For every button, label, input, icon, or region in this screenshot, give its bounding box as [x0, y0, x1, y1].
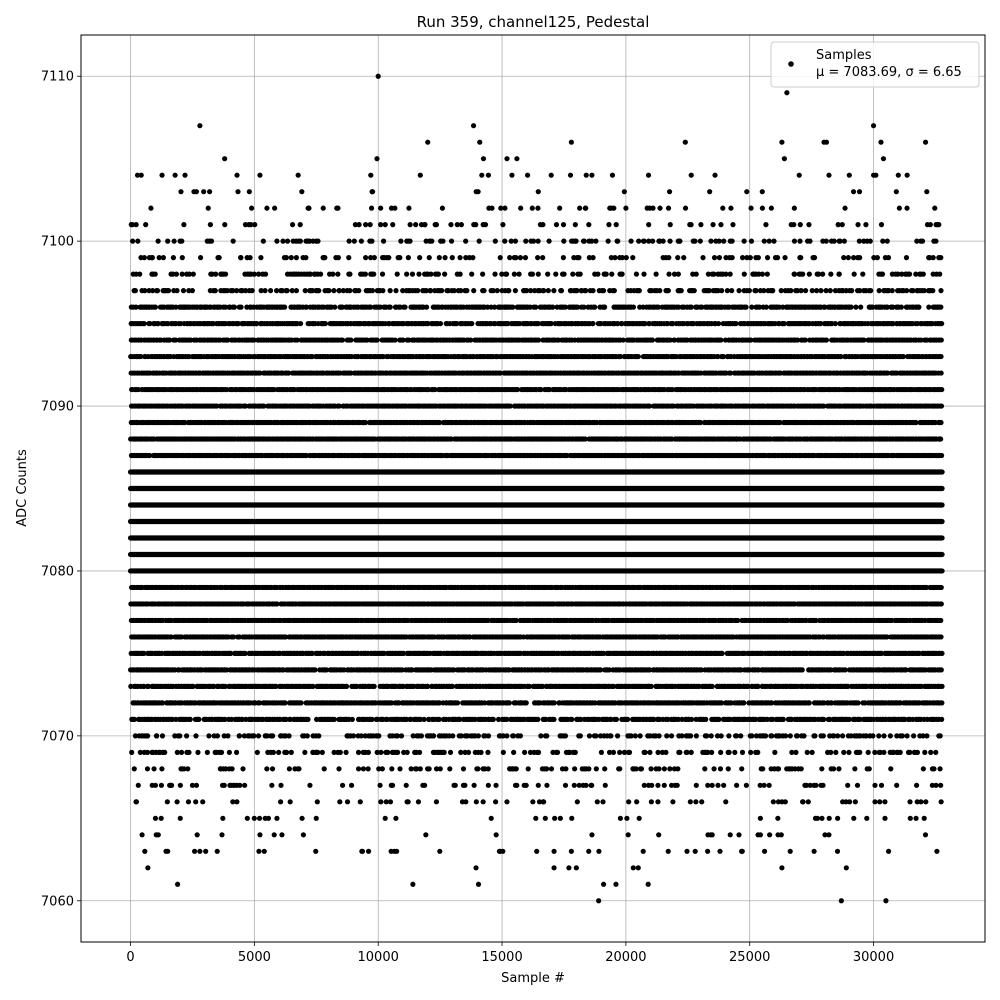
- sample-point: [938, 420, 943, 425]
- sample-point: [510, 305, 515, 310]
- sample-point: [938, 354, 943, 359]
- sample-point: [764, 305, 769, 310]
- sample-point: [848, 305, 853, 310]
- sample-point: [424, 305, 429, 310]
- sample-point: [238, 305, 243, 310]
- sample-point: [824, 337, 829, 342]
- sample-point: [402, 305, 407, 310]
- sample-point: [142, 321, 147, 326]
- sample-point: [939, 321, 944, 326]
- sample-point: [375, 337, 380, 342]
- sample-point: [858, 305, 863, 310]
- sample-point: [939, 337, 944, 342]
- sample-point: [323, 321, 328, 326]
- sample-point: [153, 305, 158, 310]
- sample-point: [916, 305, 921, 310]
- sample-point: [733, 321, 738, 326]
- sample-point: [716, 321, 721, 326]
- sample-point: [718, 337, 723, 342]
- sample-point: [282, 305, 287, 310]
- sample-point: [340, 337, 345, 342]
- sample-point: [348, 337, 353, 342]
- sample-point: [393, 337, 398, 342]
- sample-point: [833, 321, 838, 326]
- sample-point: [298, 321, 303, 326]
- sample-point: [938, 436, 943, 441]
- sample-point: [939, 403, 944, 408]
- data-points: [128, 74, 945, 904]
- sample-point: [438, 321, 443, 326]
- sample-point: [469, 321, 474, 326]
- sample-point: [602, 305, 607, 310]
- sample-point: [590, 321, 595, 326]
- sample-point: [650, 337, 655, 342]
- sample-point: [939, 370, 944, 375]
- sample-point: [232, 305, 237, 310]
- sample-point: [631, 305, 636, 310]
- sample-point: [388, 305, 393, 310]
- sample-point: [533, 305, 538, 310]
- sample-point: [938, 305, 943, 310]
- sample-point: [899, 305, 904, 310]
- sample-point: [332, 305, 337, 310]
- sample-point: [743, 305, 748, 310]
- sample-point: [636, 354, 641, 359]
- sample-point: [853, 305, 858, 310]
- sample-point: [939, 387, 944, 392]
- sample-point: [592, 305, 597, 310]
